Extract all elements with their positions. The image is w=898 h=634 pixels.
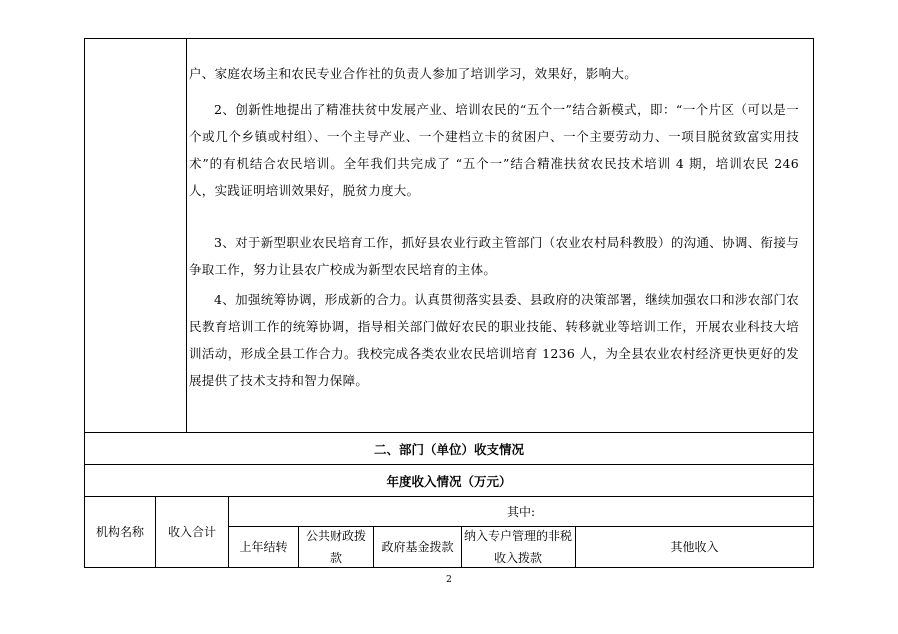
header-gov-fund: 政府基金拨款: [381, 540, 454, 554]
header-prior-carryover: 上年结转: [239, 540, 288, 554]
header-other-income: 其他收入: [670, 540, 719, 554]
page-number: 2: [446, 575, 452, 585]
paragraph-item-4: 4、加强统筹协调，形成新的合力。认真贯彻落实县委、县政府的决策部署，继续加强农口和涉农部门农民教育培训工作的统筹协调，指导相关部门做好农民的职业技能、转移就业等培训工作，开展农业科技大培训活动，形成全县工作合力。我校完成各类农业农民培训培育 1236 人，为全县农业农村经济更快更好的发展提供了技术支持和智力保障。: [189, 292, 799, 388]
income-table-title: 年度收入情况（万元）: [386, 474, 512, 489]
header-income-total: 收入合计: [167, 525, 216, 539]
paragraph-intro-tail: 户、家庭农场主和农民专业合作社的负责人参加了培训学习，效果好，影响大。: [189, 66, 638, 81]
header-public-finance: 公共财政拨款: [305, 529, 366, 565]
row-rule: [84, 432, 814, 433]
row-rule: [84, 567, 814, 568]
section-title: 二、部门（单位）收支情况: [373, 442, 524, 457]
row-rule: [84, 464, 814, 465]
header-org-name: 机构名称: [95, 525, 144, 539]
table-divider-inner: [186, 38, 187, 432]
col-rule: [298, 526, 299, 568]
header-of-which: 其中:: [506, 504, 536, 519]
header-nontax-income: 纳入专户管理的非税收入拨款: [464, 529, 573, 565]
table-border-top: [84, 38, 814, 39]
paragraph-item-3: 3、对于新型职业农民培育工作，抓好县农业行政主管部门（农业农村局科教股）的沟通、协调、衔接与争取工作，努力让县农广校成为新型农民培育的主体。: [189, 235, 799, 277]
paragraph-item-2: 2、创新性地提出了精准扶贫中发展产业、培训农民的“五个一”结合新模式，即：“一个片区（可以是一个或几个乡镇或村组）、一个主导产业、一个建档立卡的贫困户、一个主要劳动力、一项目脱贫致富实用技术”的有机结合农民培训。全年我们共完成了 “五个一”结合精准扶贫农民技术培训 4 期，培训农民 246 人，实践证明培训效果好，脱贫力度大。: [189, 102, 799, 198]
col-rule: [461, 526, 462, 568]
